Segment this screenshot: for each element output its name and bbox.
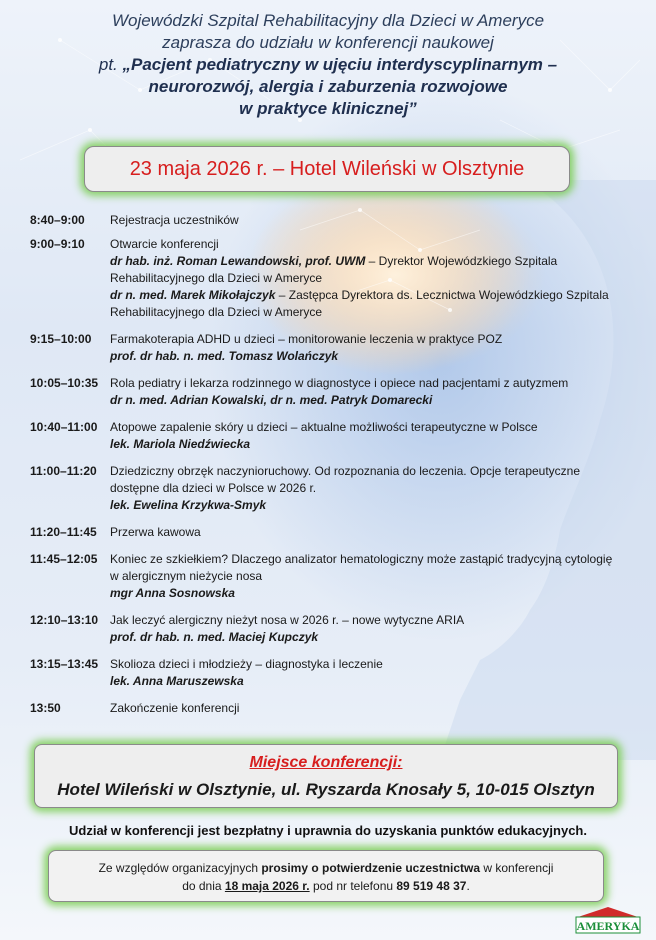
agenda-item [30, 236, 640, 321]
agenda-details [110, 331, 635, 365]
rsvp-text: do dnia [182, 879, 225, 893]
agenda-topic: Przerwa kawowa [110, 525, 201, 539]
agenda-topic: Jak leczyć alergiczny nieżyt nosa w 2026 r. – nowe wytyczne ARIA [110, 613, 465, 627]
agenda-topic: Otwarcie konferencji [110, 237, 219, 251]
rsvp-text: pod nr telefonu [309, 879, 397, 893]
agenda-details [110, 551, 635, 602]
agenda [30, 212, 640, 717]
agenda-details [110, 612, 635, 646]
header [0, 10, 656, 120]
agenda-item [30, 212, 640, 229]
agenda-speaker: dr n. med. Adrian Kowalski, dr n. med. Patryk Domarecki [110, 393, 433, 407]
agenda-speaker: lek. Mariola Niedźwiecka [110, 437, 251, 451]
agenda-topic: Dziedziczny obrzęk naczynioruchowy. Od rozpoznania do leczenia. Opcje terapeutyczne [110, 464, 581, 478]
speaker-role: – Dyrektor Wojewódzkiego Szpitala Rehabilitacyjnego dla Dzieci w Ameryce [110, 254, 558, 285]
agenda-topic: Skolioza dzieci i młodzieży – diagnostyka i leczenie [110, 657, 383, 671]
agenda-topic: Atopowe zapalenie skóry u dzieci – aktualne możliwości terapeutyczne w Polsce [110, 420, 538, 434]
conference-title-line-3: w praktyce klinicznej” [239, 99, 417, 118]
agenda-time: 11:45–12:05 [30, 552, 98, 566]
agenda-details [110, 463, 635, 514]
agenda-time: 13:50 [30, 701, 61, 715]
agenda-details [110, 419, 635, 453]
rsvp-text: w konferencji [480, 861, 554, 875]
agenda-speaker: mgr Anna Sosnowska [110, 586, 235, 600]
agenda-topic-continued: w alergicznym nieżycie nosa [110, 569, 263, 583]
rsvp-emphasis: prosimy o potwierdzenie uczestnictwa [261, 861, 481, 875]
agenda-item [30, 463, 640, 514]
title-text-1: „Pacjent pediatryczny w ujęciu interdyscyplinarnym – [122, 55, 558, 74]
agenda-time: 9:00–9:10 [30, 237, 85, 251]
agenda-time: 9:15–10:00 [30, 332, 92, 346]
agenda-topic: Farmakoterapia ADHD u dzieci – monitorowanie leczenia w praktyce POZ [110, 332, 503, 346]
free-participation-note: Udział w konferencji jest bezpłatny i uprawnia do uzyskania punktów edukacyjnych. [69, 823, 587, 838]
agenda-speaker: lek. Ewelina Krzykwa-Smyk [110, 498, 267, 512]
conference-title-line-1 [0, 54, 656, 76]
agenda-item [30, 612, 640, 646]
hospital-logo [574, 905, 642, 935]
invitation-line: zaprasza do udziału w konferencji naukowej [162, 33, 494, 52]
agenda-item [30, 375, 640, 409]
agenda-speaker: dr n. med. Marek Mikołajczyk [110, 288, 276, 302]
agenda-speaker: prof. dr hab. n. med. Maciej Kupczyk [110, 630, 319, 644]
agenda-item [30, 656, 640, 690]
agenda-details [110, 656, 635, 690]
agenda-speaker: lek. Anna Maruszewska [110, 674, 244, 688]
agenda-item [30, 700, 640, 717]
conference-title-line-2: neurorozwój, alergia i zaburzenia rozwojowe [148, 77, 508, 96]
agenda-time: 10:40–11:00 [30, 420, 98, 434]
agenda-item [30, 551, 640, 602]
rsvp-text: Ze względów organizacyjnych [98, 861, 262, 875]
agenda-time: 11:20–11:45 [30, 525, 97, 539]
agenda-time: 10:05–10:35 [30, 376, 99, 390]
date-banner: 23 maja 2026 r. – Hotel Wileński w Olsztynie [84, 146, 570, 192]
logo-text: AMERYKA [576, 919, 640, 933]
agenda-time: 13:15–13:45 [30, 657, 99, 671]
rsvp-line-2 [49, 877, 603, 895]
venue-box [34, 744, 618, 808]
agenda-topic: Koniec ze szkiełkiem? Dlaczego analizator hematologiczny może zastąpić tradycyjną cytologię [110, 552, 613, 566]
agenda-topic-continued: dostępne dla dzieci w Polsce w 2026 r. [110, 481, 317, 495]
agenda-topic: Zakończenie konferencji [110, 701, 240, 715]
rsvp-deadline: 18 maja 2026 r. [224, 879, 310, 893]
agenda-item [30, 331, 640, 365]
agenda-details [110, 236, 635, 321]
rsvp-box [48, 850, 604, 902]
agenda-speaker: prof. dr hab. n. med. Tomasz Wolańczyk [110, 349, 339, 363]
agenda-speaker-entry [110, 253, 635, 287]
hospital-name: Wojewódzki Szpital Rehabilitacyjny dla Dzieci w Ameryce [111, 11, 545, 30]
agenda-item [30, 419, 640, 453]
agenda-topic: Rola pediatry i lekarza rodzinnego w diagnostyce i opiece nad pacjentami z autyzmem [110, 376, 569, 390]
rsvp-text: . [466, 879, 470, 893]
title-prefix: pt. [98, 55, 123, 74]
agenda-time: 12:10–13:10 [30, 613, 99, 627]
venue-title: Miejsce konferencji: [249, 754, 403, 771]
agenda-speaker-entry [110, 287, 635, 321]
rsvp-phone: 89 519 48 37 [396, 879, 467, 893]
speaker-role: – Zastępca Dyrektora ds. Lecznictwa Wojewódzkiego Szpitala Rehabilitacyjnego dla Dzieci w Ameryce [110, 288, 609, 319]
agenda-item [30, 524, 640, 541]
agenda-topic: Rejestracja uczestników [110, 213, 239, 227]
agenda-speaker: dr hab. inż. Roman Lewandowski, prof. UWM [110, 254, 366, 268]
venue-address: Hotel Wileński w Olsztynie, ul. Ryszarda Knosały 5, 10-015 Olsztyn [57, 780, 595, 799]
agenda-time: 11:00–11:20 [30, 464, 97, 478]
agenda-details [110, 375, 635, 409]
rsvp-line-1 [49, 859, 603, 877]
agenda-time: 8:40–9:00 [30, 213, 85, 227]
